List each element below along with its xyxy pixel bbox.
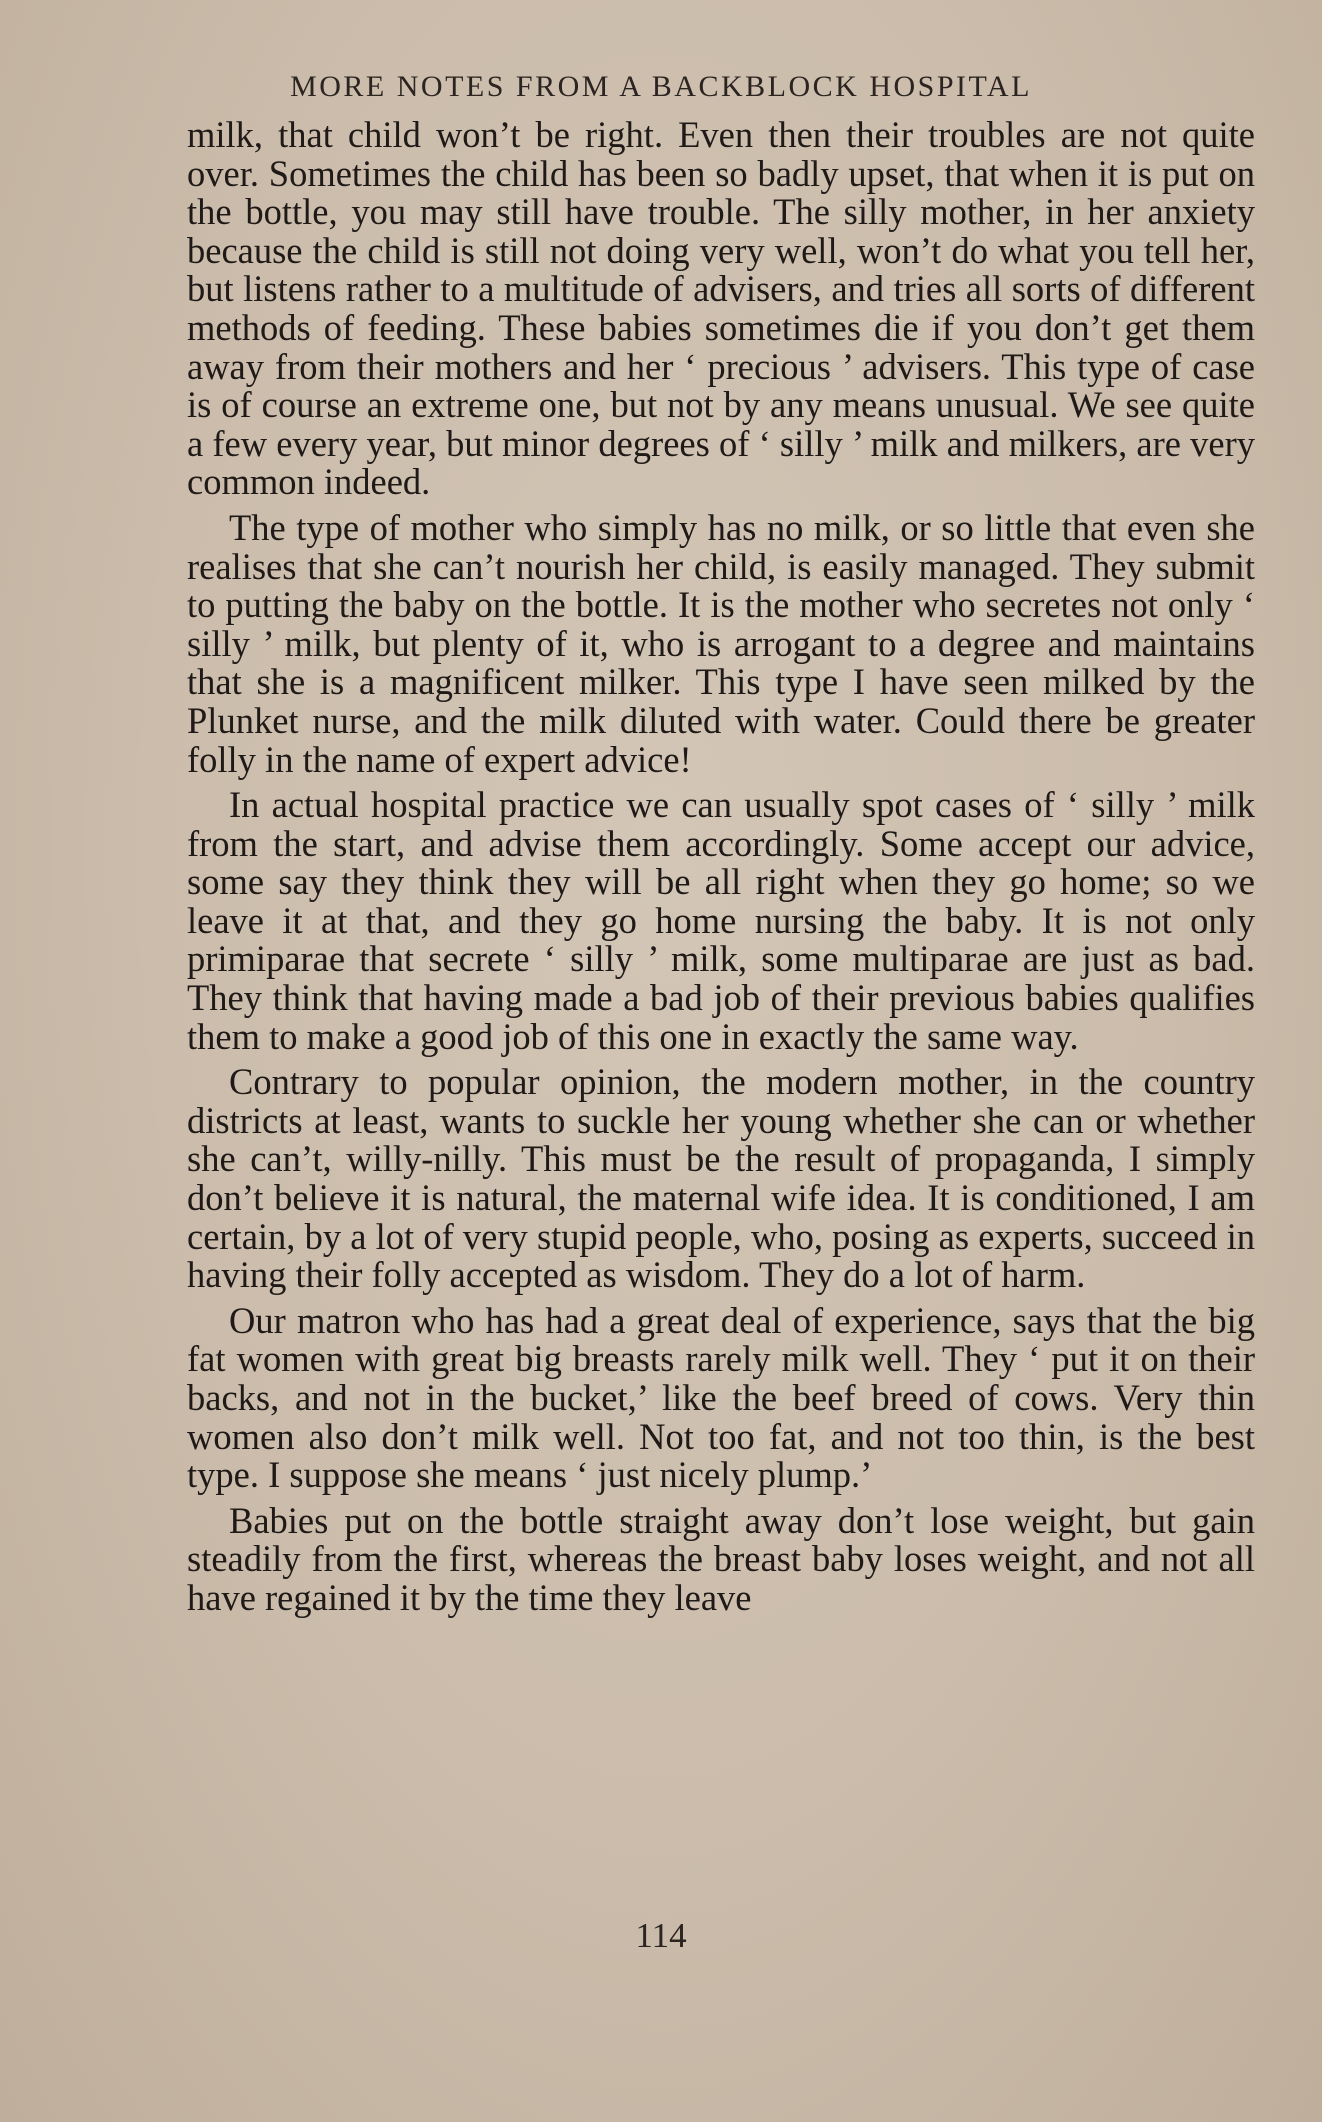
body-text [187, 116, 1255, 1625]
paragraph: Our matron who has had a great deal of experience, says that the big fat women with great big breasts rarely milk well. They ‘ put it on their backs, and not in the bucket,’ like the beef breed of cows. Very thin women also don’t milk well. Not too fat, and not too thin, is the best type. I suppose she means ‘ just nicely plump.’ [187, 1299, 1255, 1496]
paragraph: The type of mother who simply has no milk, or so little that even she realises that she can’t nourish her child, is easily managed. They submit to putting the baby on the bottle. It is the mother who secretes not only ‘ silly ’ milk, but plenty of it, who is arrogant to a degree and maintains that she is a magnificent milker. This type I have seen milked by the Plunket nurse, and the milk diluted with water. Could there be greater folly in the name of expert advice! [187, 506, 1255, 780]
page-number: 114 [635, 1916, 687, 1955]
running-head: MORE NOTES FROM A BACKBLOCK HOSPITAL [290, 70, 1032, 103]
paragraph: In actual hospital practice we can usually spot cases of ‘ silly ’ milk from the start, and advise them accordingly. Some accept our advice, some say they think they will be all right when they go home; so we leave it at that, and they go home nursing the baby. It is not only primiparae that secrete ‘ silly ’ milk, some multiparae are just as bad. They think that having made a bad job of their previous babies qualifies them to make a good job of this one in exactly the same way. [187, 784, 1255, 1057]
paragraph: Contrary to popular opinion, the modern mother, in the country districts at least, wants to suckle her young whether she can or whether she can’t, willy-nilly. This must be the result of propaganda, I simply don’t believe it is natural, the maternal wife idea. It is conditioned, I am certain, by a lot of very stupid people, who, posing as experts, succeed in having their folly accepted as wisdom. They do a lot of harm. [187, 1061, 1255, 1296]
paragraph-continued: milk, that child won’t be right. Even then their troubles are not quite over. Sometimes the child has been so badly upset, that when it is put on the bottle, you may still have trouble. The silly mother, in her anxiety because the child is still not doing very well, won’t do what you tell her, but listens rather to a multitude of advisers, and tries all sorts of different methods of feeding. These babies sometimes die if you don’t get them away from their mothers and her ‘ precious ’ advisers. This type of case is of course an extreme one, but not by any means unusual. We see quite a few every year, but minor degrees of ‘ silly ’ milk and milkers, are very common indeed. [187, 114, 1255, 503]
paragraph: Babies put on the bottle straight away don’t lose weight, but gain steadily from the first, whereas the breast baby loses weight, and not all have regained it by the time they leave [187, 1499, 1255, 1618]
